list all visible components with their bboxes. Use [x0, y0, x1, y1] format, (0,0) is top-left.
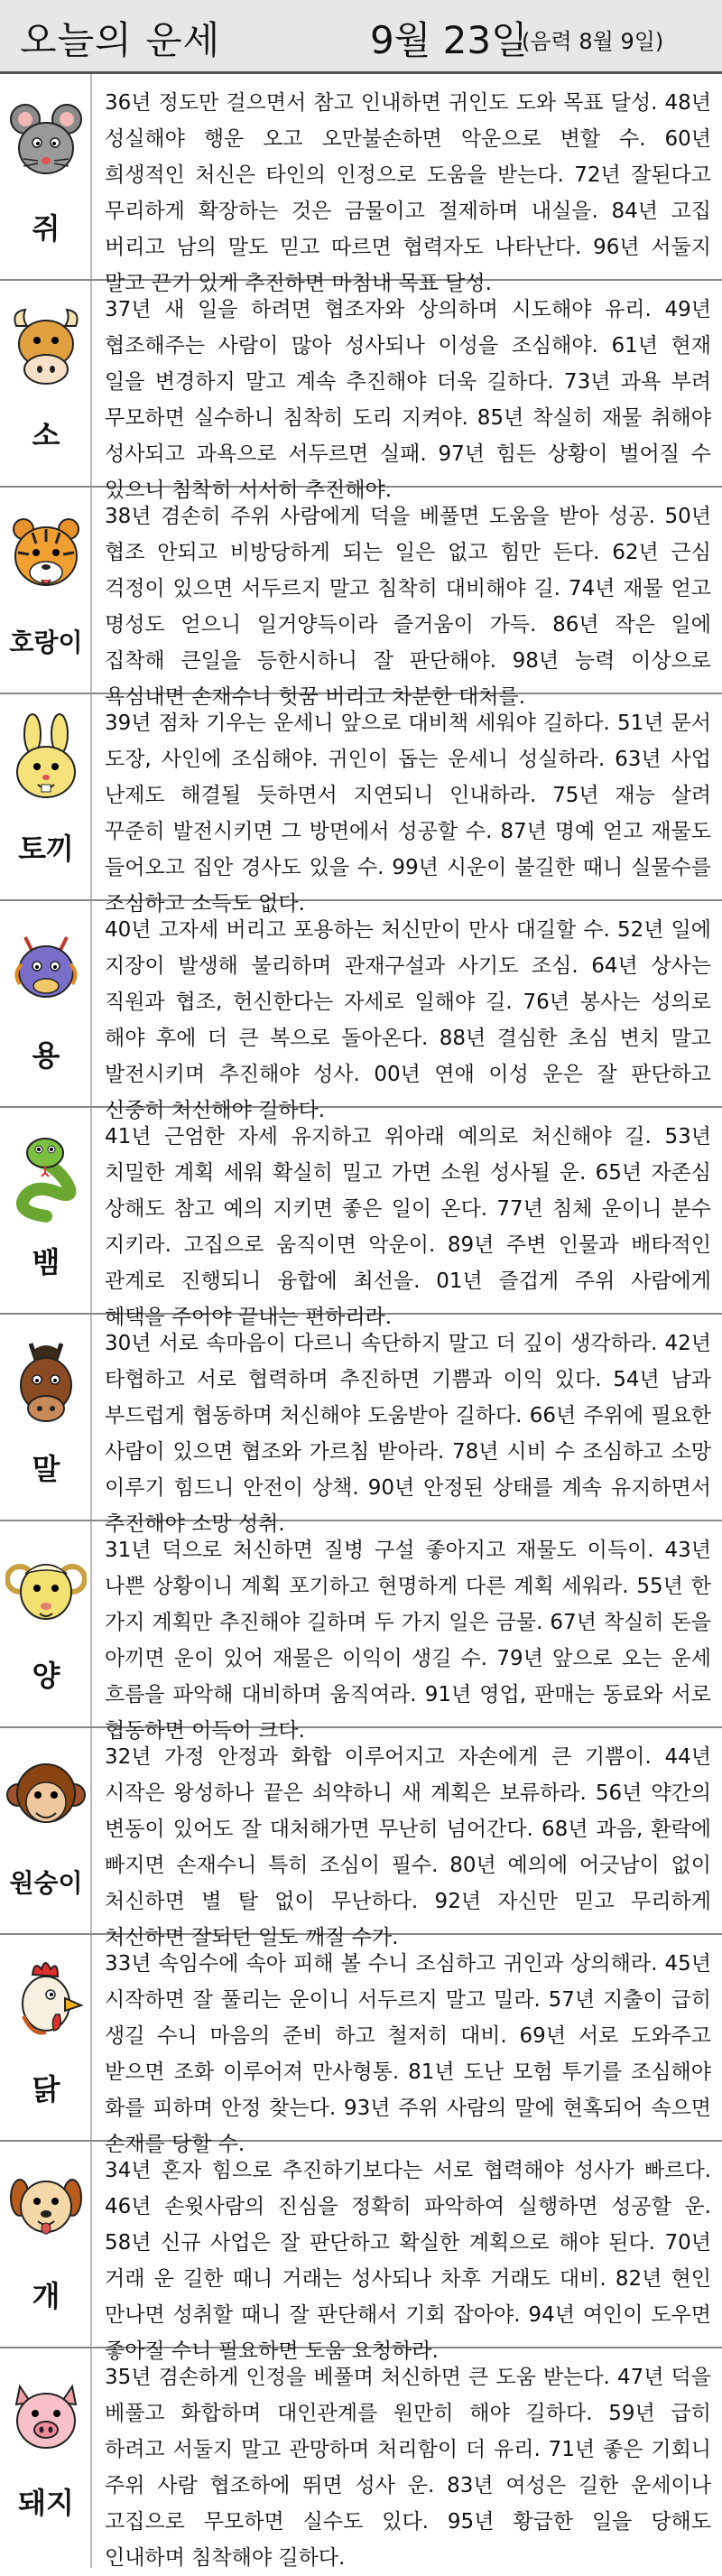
fortune-section-dragon [0, 901, 722, 1122]
fortune-section-snake [0, 1108, 722, 1329]
zodiac-name: 토끼 [18, 832, 74, 866]
date-label: 9월 23일 [370, 18, 528, 62]
monkey-icon [5, 1746, 87, 1846]
zodiac-cell [0, 1315, 92, 1520]
zodiac-cell [0, 281, 92, 486]
fortune-text: 31년 덕으로 처신하면 질병 구설 좋아지고 재물도 이득이. 43년 나쁜 상황이니 계획 포기하고 현명하게 다른 계획 세워라. 55년 한 가지 계획만 추진해야 길하며 두 가지 일은 금물. 67년 착실히 돈을 아끼면 운이 있어 재물은 이익이 생길 수. 79년 앞으로 오는 운세 흐름을 파악해 대비하며 움직여라. 91년 영업, 판매는 동료와 서로 협동하면 이득이 크다. [105, 1539, 711, 1743]
zodiac-cell [0, 2142, 92, 2347]
zodiac-cell [0, 1728, 92, 1933]
zodiac-cell [0, 1108, 92, 1313]
rat-icon [5, 92, 87, 191]
zodiac-name: 용 [32, 1038, 60, 1073]
fortune-section-rabbit [0, 694, 722, 916]
zodiac-name: 호랑이 [9, 628, 83, 657]
fortune-text: 32년 가정 안정과 화합 이루어지고 자손에게 큰 기쁨이. 44년 시작은 왕성하나 끝은 쇠약하니 새 계획은 보류하라. 56년 약간의 변동이 있어도 잘 대처해가면 무난히 넘어간다. 68년 과음, 환락에 빠지면 손재수니 특히 조심이 필수. 80년 예의에 어긋남이 없이 처신하면 별 탈 없이 무난하다. 92년 자신만 믿고 무리하게 처신하면 잘되던 일도 깨질 수가. [105, 1745, 711, 1949]
zodiac-cell [0, 694, 92, 899]
fortune-section-sheep [0, 1521, 722, 1743]
zodiac-cell [0, 901, 92, 1106]
fortune-text: 35년 겸손하게 인정을 베풀며 처신하면 큰 도움 받는다. 47년 덕을 베풀고 화합하며 대인관계를 원만히 해야 길하다. 59년 급히 하려고 서둘지 말고 관망하며 처리함이 더 유리. 71년 좋은 기회니 주위 사람 협조하에 뛰면 성사 운. 83년 여성은 길한 운세이나 고집으로 무모하면 실수도 있다. 95년 황급한 일을 당해도 인내하며 침착해야 길하다. [105, 2366, 711, 2570]
zodiac-cell [0, 488, 92, 693]
fortune-text: 38년 겸손히 주위 사람에게 덕을 베풀면 도움을 받아 성공. 50년 협조 안되고 비방당하게 되는 일은 없고 힘만 든다. 62년 근심 걱정이 있으면 서두르지 말고 침착히 대비해야 길. 74년 재물 얻고 명성도 얻으니 일거양득이라 즐거움이 가득. 86년 작은 일에 집착해 큰일을 등한시하니 잘 판단해야. 98년 능력 이상으로 욕심내면 손재수니 헛꿈 버리고 차분한 대처를. [105, 505, 711, 709]
zodiac-name: 원숭이 [9, 1868, 83, 1898]
tiger-icon [5, 506, 87, 605]
page-header [0, 0, 722, 74]
zodiac-name: 닭 [32, 2072, 60, 2106]
horse-icon [5, 1333, 87, 1432]
fortune-section-horse [0, 1315, 722, 1536]
zodiac-name: 개 [32, 2279, 60, 2313]
sheep-icon [5, 1539, 87, 1639]
dog-icon [5, 2160, 87, 2259]
rooster-icon [5, 1953, 87, 2052]
zodiac-cell [0, 74, 92, 279]
ox-icon [5, 299, 87, 398]
lunar-date-label: (음력 8월 9일) [522, 29, 664, 54]
zodiac-name: 돼지 [18, 2486, 74, 2520]
dragon-icon [5, 919, 87, 1018]
rabbit-icon [5, 712, 87, 812]
zodiac-name: 말 [32, 1452, 60, 1486]
fortune-section-ox [0, 281, 722, 502]
fortune-section-monkey [0, 1728, 722, 1949]
zodiac-name: 소 [32, 418, 60, 452]
fortune-section-tiger [0, 488, 722, 709]
fortune-text: 36년 정도만 걸으면서 참고 인내하면 귀인도 도와 목표 달성. 48년 성실해야 행운 오고 오만불손하면 악운으로 변할 수. 60년 희생적인 처신은 타인의 인정으로 도움을 받는다. 72년 잘된다고 무리하게 확장하는 것은 금물이고 절제하며 내실을. 84년 고집 버리고 남의 말도 믿고 따르면 협력자도 나타난다. 96년 서둘지 말고 끈기 있게 추진하면 마침내 목표 달성. [105, 91, 711, 295]
fortune-text: 37년 새 일을 하려면 협조자와 상의하며 시도해야 유리. 49년 협조해주는 사람이 많아 성사되나 이성을 조심해야. 61년 현재 일을 변경하지 말고 계속 추진해야 더욱 길하다. 73년 과욕 부려 무모하면 실수하니 침착히 도리 지켜야. 85년 착실히 재물 취해야 성사되고 과욕으로 서두르면 실패. 97년 힘든 상황이 벌어질 수 있으니 침착히 서서히 추진해야. [105, 298, 711, 502]
fortune-section-rat [0, 74, 722, 295]
fortune-text: 39년 점차 기우는 운세니 앞으로 대비책 세워야 길하다. 51년 문서 도장, 사인에 조심해야. 귀인이 돕는 운세니 성실하라. 63년 사업 난제도 해결될 듯하면서 지연되니 인내하라. 75년 재능 살려 꾸준히 발전시키면 그 방면에서 성공할 수. 87년 명예 얻고 재물도 들어오고 집안 경사도 있을 수. 99년 시운이 불길한 때니 실물수를 조심하고 소득도 없다. [105, 711, 711, 916]
snake-icon [5, 1126, 87, 1225]
zodiac-cell [0, 1935, 92, 2140]
page-title: 오늘의 운세 [20, 18, 221, 62]
zodiac-name: 양 [32, 1659, 60, 1693]
pig-icon [5, 2367, 87, 2466]
zodiac-cell [0, 2348, 92, 2568]
fortune-section-rooster [0, 1935, 722, 2156]
fortune-text: 41년 근엄한 자세 유지하고 위아래 예의로 처신해야 길. 53년 치밀한 계획 세워 확실히 밀고 가면 소원 성사될 운. 65년 자존심 상해도 참고 예의 지키면 좋은 일이 온다. 77년 침체 운이니 분수 지키라. 고집으로 움직이면 악운이. 89년 주변 인물과 배타적인 관계로 진행되니 융합에 최선을. 01년 즐겁게 주위 사람에게 혜택을 주어야 끝내는 편하리라. [105, 1125, 711, 1329]
zodiac-name: 쥐 [32, 211, 60, 246]
fortune-text: 40년 고자세 버리고 포용하는 처신만이 만사 대길할 수. 52년 일에 지장이 발생해 불리하며 관재구설과 사기도 조심. 64년 상사는 직원과 협조, 헌신한다는 자세로 일해야 길. 76년 봉사는 성의로 해야 후에 더 큰 복으로 돌아온다. 88년 결심한 초심 변치 말고 발전시키며 추진해야 성사. 00년 연애 이성 운은 잘 판단하고 신중히 처신해야 길하다. [105, 918, 711, 1122]
fortune-text: 34년 혼자 힘으로 추진하기보다는 서로 협력해야 성사가 빠르다. 46년 손윗사람의 진심을 정확히 파악하여 실행하면 성공할 운. 58년 신규 사업은 잘 판단하고 확실한 계획으로 해야 된다. 70년 거래 운 길한 때니 거래는 성사되나 차후 거래도 대비. 82년 현인 만나면 성취할 때니 잘 판단해서 기회 잡아야. 94년 여인이 도우면 좋아질 수니 필요하면 도움 요청하라. [105, 2159, 711, 2363]
fortune-text: 30년 서로 속마음이 다르니 속단하지 말고 더 깊이 생각하라. 42년 타협하고 서로 협력하며 추진하면 기쁨과 이익 있다. 54년 남과 부드럽게 협동하며 처신해야 도움받아 길하다. 66년 주위에 필요한 사람이 있으면 협조와 가르침 받아라. 78년 시비 수 조심하고 소망 이루기 힘드니 안전이 상책. 90년 안정된 상태를 계속 유지하면서 추진해야 소망 성취. [105, 1332, 711, 1536]
fortune-text: 33년 속임수에 속아 피해 볼 수니 조심하고 귀인과 상의해라. 45년 시작하면 잘 풀리는 운이니 서두르지 말고 밀라. 57년 지출이 급히 생길 수니 마음의 준비 하고 철저히 대비. 69년 서로 도와주고 받으면 조화 이루어져 만사형통. 81년 도난 모험 투기를 조심해야 화를 피하며 안정 찾는다. 93년 주위 사람의 말에 현혹되어 속으면 손재를 당할 수. [105, 1952, 711, 2156]
fortune-section-pig [0, 2348, 722, 2568]
zodiac-name: 뱀 [32, 1245, 60, 1279]
zodiac-cell [0, 1521, 92, 1726]
fortune-section-dog [0, 2142, 722, 2363]
